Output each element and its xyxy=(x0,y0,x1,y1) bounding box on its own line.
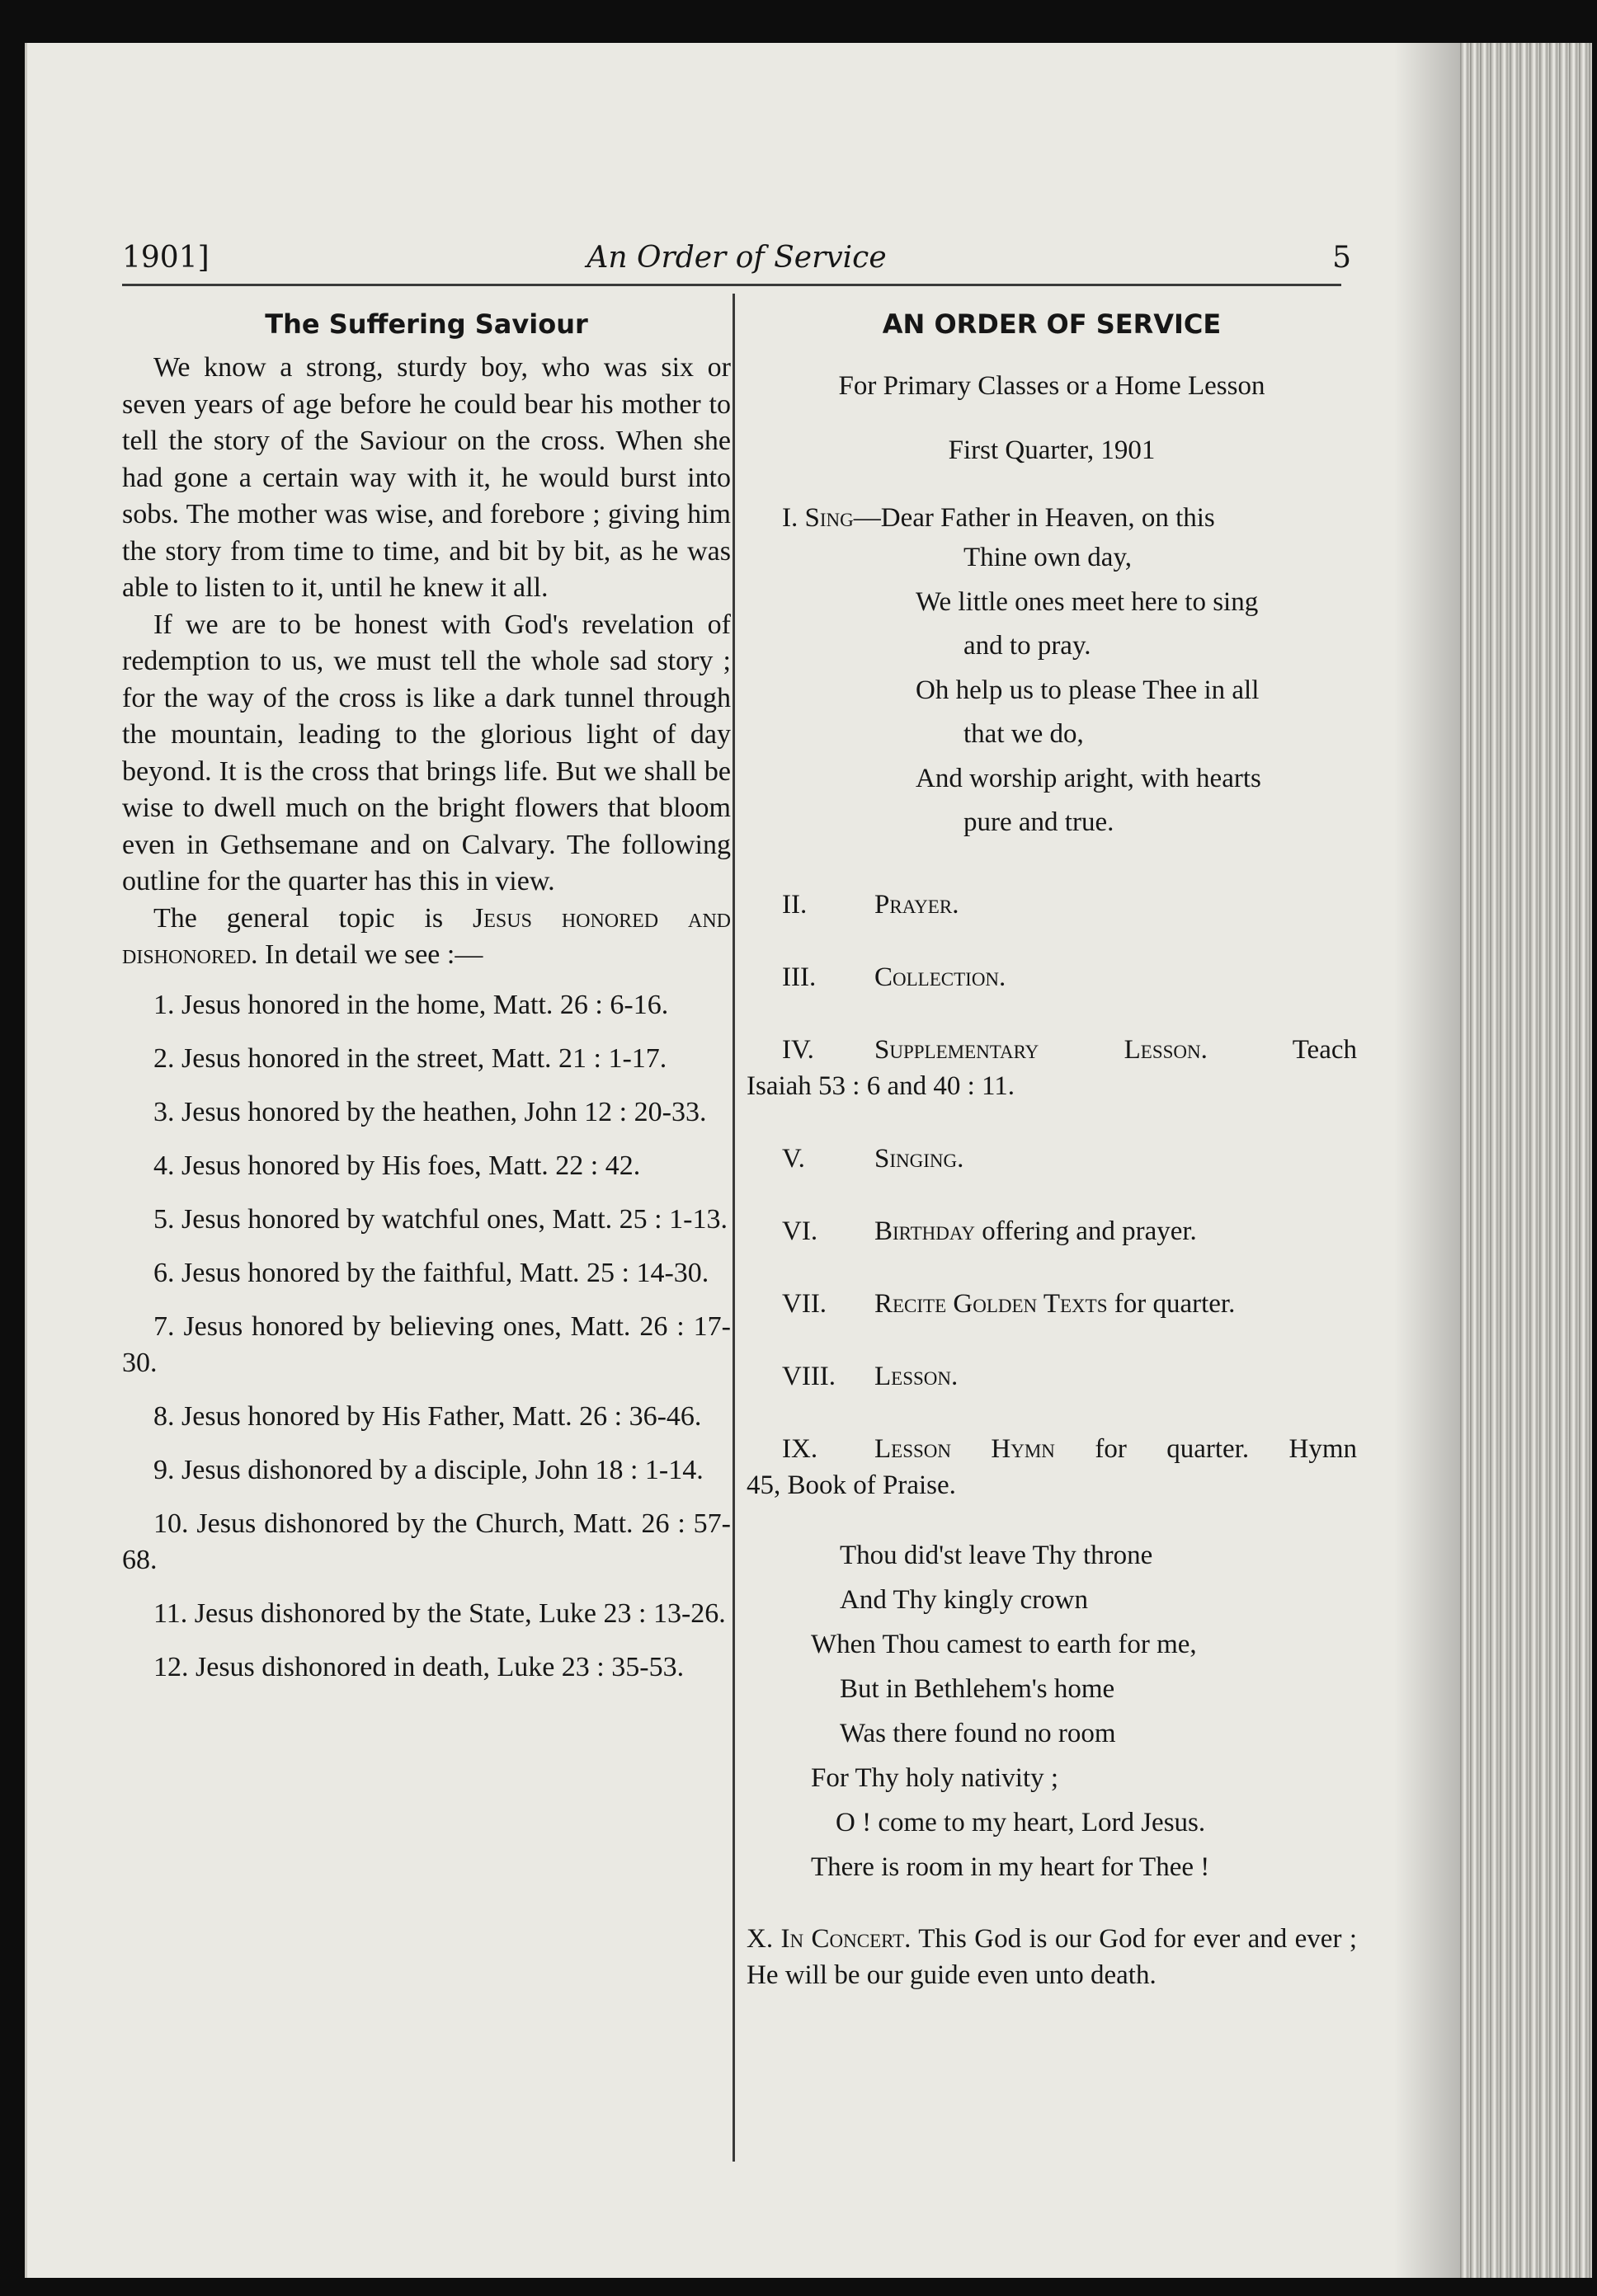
order-title: AN ORDER OF SERVICE xyxy=(882,308,1222,340)
step-continuation: 45, Book of Praise. xyxy=(747,1470,956,1500)
step-number: II. xyxy=(782,889,808,920)
step-label: Recite Golden Texts xyxy=(874,1288,1108,1319)
step-text: Teach xyxy=(1292,1034,1357,1065)
step-label: Lesson. xyxy=(874,1361,959,1391)
step-number: IV. xyxy=(782,1034,814,1065)
step-label: Singing. xyxy=(874,1143,964,1174)
column-divider xyxy=(733,294,735,2162)
step-number: III. xyxy=(782,962,817,992)
step-label: Sing xyxy=(804,503,854,533)
outline-item: 7. Jesus honored by believing ones, Matt. 26 : 17-30. xyxy=(122,1310,731,1378)
page-gutter-shadow xyxy=(1394,43,1460,2278)
outline-item: 11. Jesus dishonored by the State, Luke 23 : 13-26. xyxy=(153,1597,726,1629)
step-in-concert xyxy=(747,1921,1357,1993)
step-supplementary-lesson xyxy=(747,1032,1357,1104)
step-prayer xyxy=(747,887,1357,923)
step-label: Collection. xyxy=(874,962,1006,992)
outline-item: 6. Jesus honored by the faithful, Matt. 25 : 14-30. xyxy=(153,1257,709,1288)
verse-line: pure and true. xyxy=(963,807,1114,837)
outline-item: 8. Jesus honored by His Father, Matt. 26 : 36-46. xyxy=(153,1400,702,1432)
hymn-line: For Thy holy nativity ; xyxy=(811,1762,1059,1793)
right-column xyxy=(747,299,1357,1993)
hymn-line: O ! come to my heart, Lord Jesus. xyxy=(836,1807,1206,1837)
step-label: Supplementary Lesson. xyxy=(874,1034,1208,1065)
step-sing xyxy=(747,500,1357,536)
step-number: X. xyxy=(747,1923,774,1954)
verse-line: Oh help us to please Thee in all xyxy=(916,675,1260,705)
verse-line: that we do, xyxy=(963,719,1084,749)
hymn-line: When Thou camest to earth for me, xyxy=(811,1629,1197,1659)
paragraph-3-end: In detail we see :— xyxy=(257,939,483,970)
step-label: Prayer. xyxy=(874,889,959,920)
step-singing xyxy=(747,1141,1357,1177)
step-lesson xyxy=(747,1358,1357,1395)
step-text: offering and prayer. xyxy=(975,1216,1197,1246)
paragraph-3-start: The general topic is xyxy=(153,902,473,934)
step-text: for quarter. Hymn xyxy=(1095,1433,1357,1464)
service-steps xyxy=(747,887,1357,1503)
step-number: IX. xyxy=(782,1433,818,1464)
running-header xyxy=(122,238,1351,279)
step-label: Birthday xyxy=(874,1216,976,1246)
paragraph-3 xyxy=(122,901,731,974)
step-birthday xyxy=(747,1213,1357,1249)
step-continuation: Isaiah 53 : 6 and 40 : 11. xyxy=(747,1070,1015,1101)
outline-item: 12. Jesus dishonored in death, Luke 23 : 35-53. xyxy=(153,1651,685,1682)
step-label: In Concert. xyxy=(780,1923,912,1954)
verse-line: and to pray. xyxy=(963,631,1091,661)
step-text: for quarter. xyxy=(1107,1288,1236,1319)
outline-item: 5. Jesus honored by watchful ones, Matt. 25 : 1-13. xyxy=(153,1203,728,1235)
hymn-verse xyxy=(747,1533,1357,1889)
step-number: VII. xyxy=(782,1288,827,1319)
concert-text: This God is our God for ever and ever ; He will be our guide even unto death. xyxy=(747,1923,1358,1990)
outline-item: 1. Jesus honored in the home, Matt. 26 : 6-16. xyxy=(153,989,669,1020)
left-column xyxy=(122,299,731,1703)
order-subtitle: For Primary Classes or a Home Lesson xyxy=(838,371,1265,401)
step-number: I. xyxy=(782,503,798,533)
paragraph-1: We know a strong, sturdy boy, who was six or seven years of age before he could bear his mother to tell the story of the Saviour on the cross. When she had gone a certain way with it, he would burst into sobs. The mother was wise, and forebore ; giving him the story from time to time, and bit by bit, as he was able to listen to it, until he knew it all. xyxy=(122,352,731,603)
step-lesson-hymn xyxy=(747,1431,1357,1503)
paragraph-2: If we are to be honest with God's revelation of redemption to us, we must tell the whole sad story ; for the way of the cross is like a dark tunnel through the mountain, leading to the glorious light of day beyond. It is the cross that brings life. But we shall be wise to dwell much on the bright flowers that bloom even in Gethsemane and on Calvary. The following outline for the quarter has this in view. xyxy=(122,609,731,896)
header-rule xyxy=(122,284,1341,286)
outline-item: 9. Jesus dishonored by a disciple, John 18 : 1-14. xyxy=(153,1454,704,1485)
header-year: 1901] xyxy=(122,241,210,275)
hymn-line: Was there found no room xyxy=(840,1718,1116,1748)
step-golden-texts xyxy=(747,1286,1357,1322)
step-collection xyxy=(747,959,1357,995)
page-edges xyxy=(1460,43,1592,2278)
section-title: The Suffering Saviour xyxy=(265,308,588,340)
outline-item: 2. Jesus honored in the street, Matt. 21 : 1-17. xyxy=(153,1042,667,1074)
hymn-line: And Thy kingly crown xyxy=(840,1584,1088,1615)
step-label: Lesson Hymn xyxy=(874,1433,1055,1464)
sing-verse xyxy=(747,536,1357,845)
step-number: V. xyxy=(782,1143,805,1174)
outline-item: 3. Jesus honored by the heathen, John 12 : 20-33. xyxy=(153,1096,707,1127)
hymn-line: There is room in my heart for Thee ! xyxy=(811,1851,1210,1882)
hymn-line: But in Bethlehem's home xyxy=(840,1673,1115,1704)
outline-item: 10. Jesus dishonored by the Church, Matt. 26 : 57-68. xyxy=(122,1508,731,1575)
header-title: An Order of Service xyxy=(587,241,887,275)
general-topic: Jesus honored and dishonored. xyxy=(122,902,732,970)
hymn-line: Thou did'st leave Thy throne xyxy=(840,1540,1153,1570)
verse-line: We little ones meet here to sing xyxy=(916,586,1259,617)
step-number: VI. xyxy=(782,1216,818,1246)
outline-item: 4. Jesus honored by His foes, Matt. 22 : 42. xyxy=(153,1150,641,1181)
verse-line: And worship aright, with hearts xyxy=(916,763,1261,793)
page-number: 5 xyxy=(1332,241,1351,275)
order-quarter: First Quarter, 1901 xyxy=(948,435,1156,465)
sing-first-line: —Dear Father in Heaven, on this xyxy=(853,503,1215,533)
outline-list xyxy=(122,987,731,1686)
verse-line: Thine own day, xyxy=(963,543,1133,572)
step-number: VIII. xyxy=(782,1361,836,1391)
